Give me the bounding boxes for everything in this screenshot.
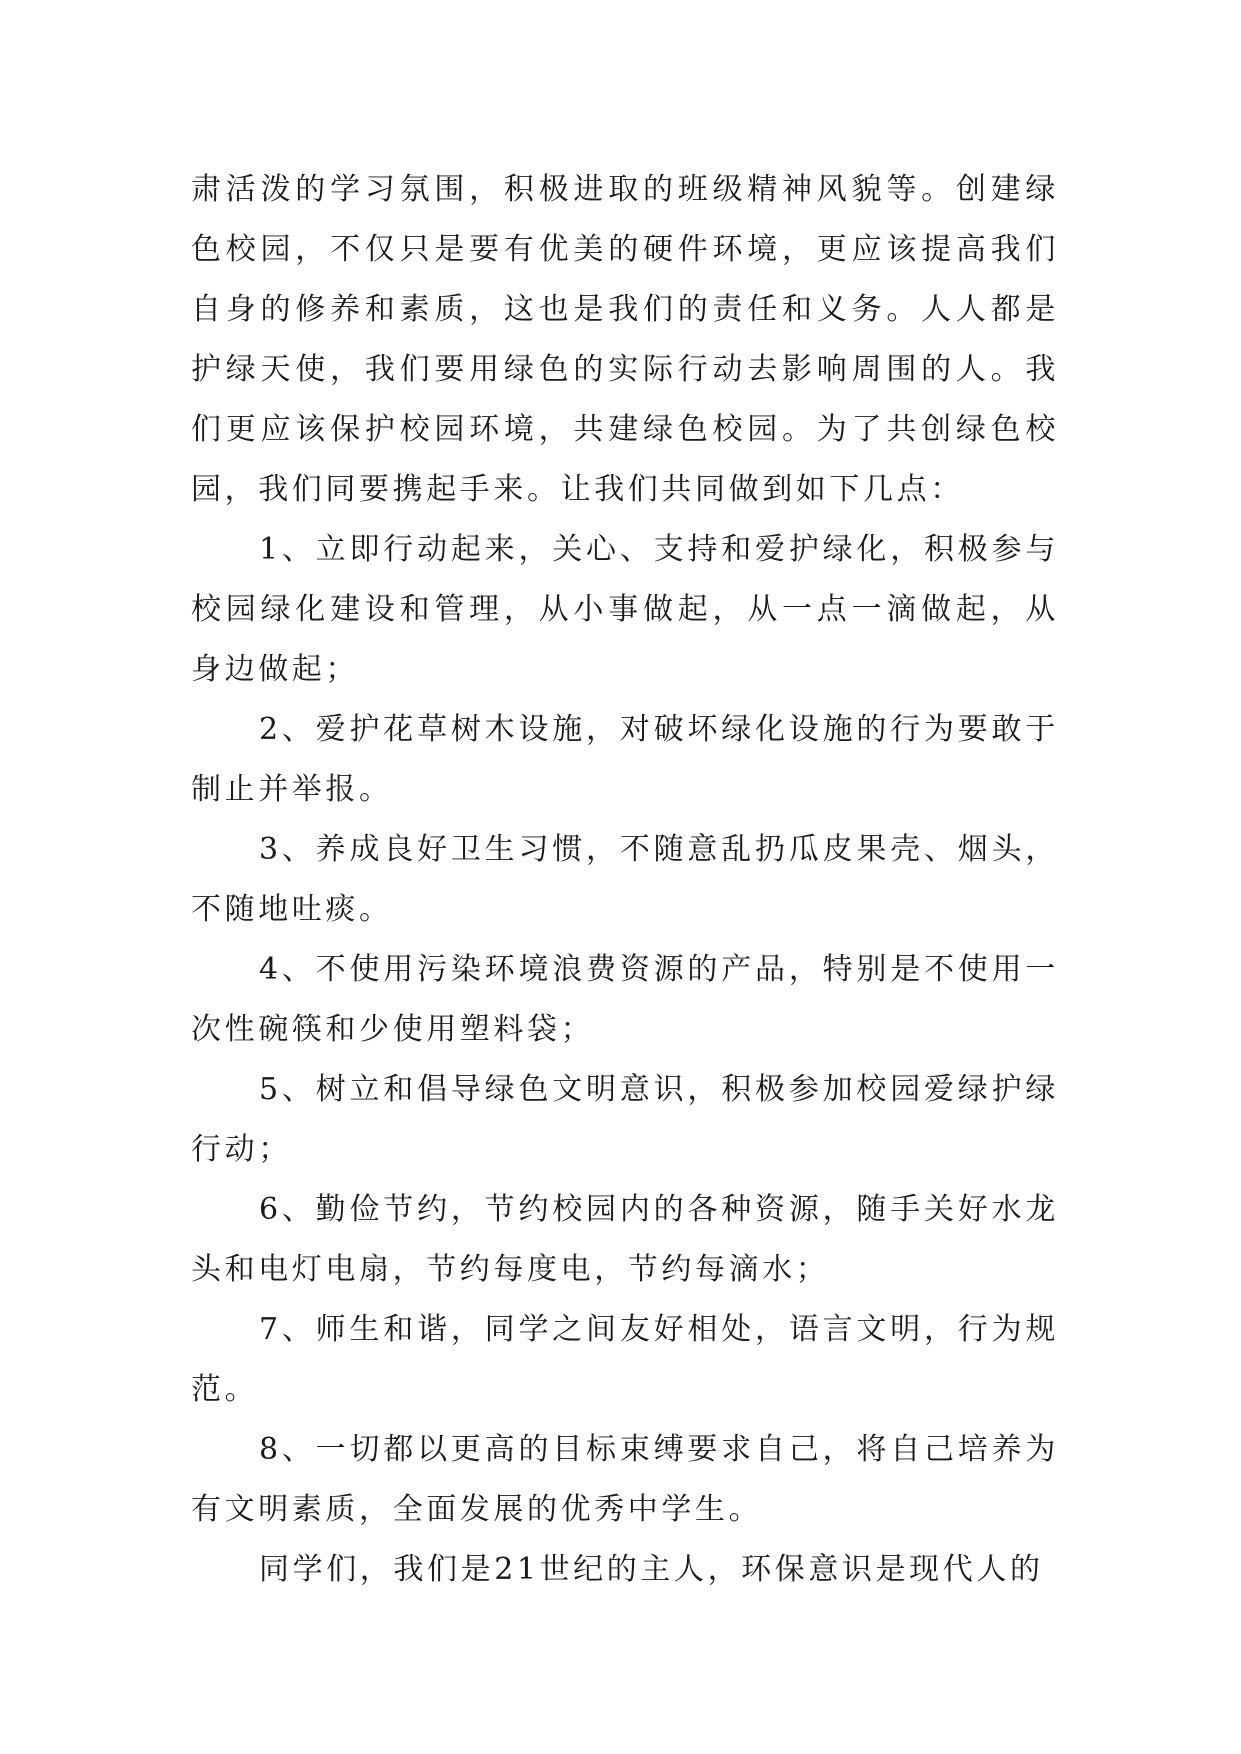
paragraph-closing: 同学们，我们是21世纪的主人，环保意识是现代人的 [259, 1552, 1044, 1587]
paragraph-item-5: 5、树立和倡导绿色文明意识，积极参加校园爱绿护绿行动； [191, 1072, 1059, 1167]
paragraph-item-7: 7、师生和谐，同学之间友好相处，语言文明，行为规范。 [191, 1312, 1059, 1407]
paragraph-item-8: 8、一切都以更高的目标束缚要求自己，将自己培养为有文明素质，全面发展的优秀中学生。 [191, 1432, 1059, 1527]
paragraph-item-6: 6、勤俭节约，节约校园内的各种资源，随手关好水龙头和电灯电扇，节约每度电，节约每滴水； [191, 1192, 1059, 1287]
paragraph-intro-continued: 肃活泼的学习氛围，积极进取的班级精神风貌等。创建绿色校园，不仅只是要有优美的硬件环境，更应该提高我们自身的修养和素质，这也是我们的责任和义务。人人都是护绿天使，我们要用绿色的实际行动去影响周围的人。我们更应该保护校园环境，共建绿色校园。为了共创绿色校园，我们同要携起手来。让我们共同做到如下几点： [191, 172, 1059, 507]
paragraph-item-2: 2、爱护花草树木设施，对破坏绿化设施的行为要敢于制止并举报。 [191, 712, 1059, 807]
paragraph-item-3: 3、养成良好卫生习惯，不随意乱扔瓜皮果壳、烟头，不随地吐痰。 [191, 832, 1059, 927]
document-body [191, 160, 1059, 1600]
paragraph-item-4: 4、不使用污染环境浪费资源的产品，特别是不使用一次性碗筷和少使用塑料袋； [191, 952, 1059, 1047]
paragraph-item-1: 1、立即行动起来，关心、支持和爱护绿化，积极参与校园绿化建设和管理，从小事做起，从一点一滴做起，从身边做起； [191, 532, 1059, 687]
